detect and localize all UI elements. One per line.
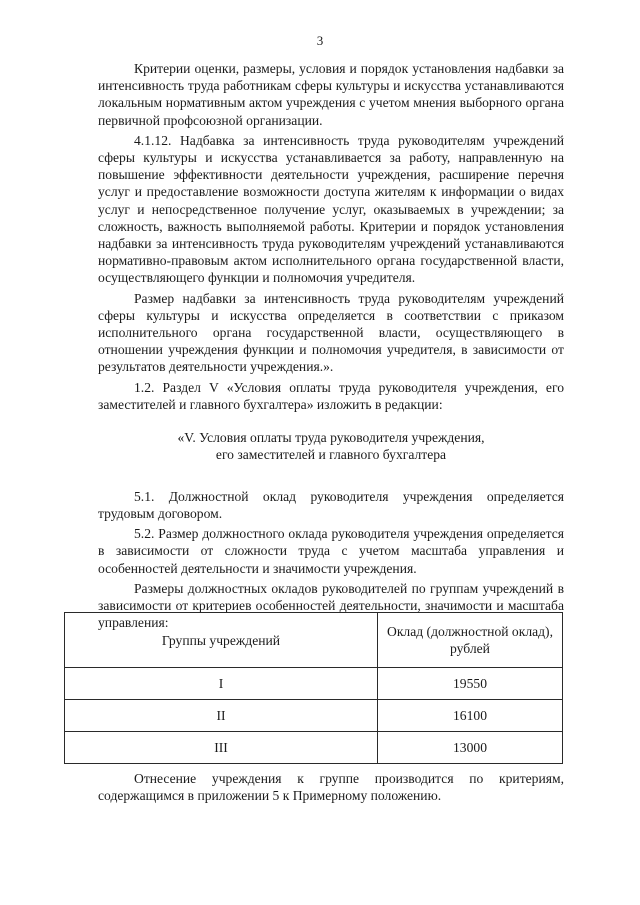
paragraph-1-2: 1.2. Раздел V «Условия оплаты труда руководителя учреждения, его заместителей и главного бухгалтера» изложить в редакции:	[98, 379, 564, 412]
paragraph-group-assignment: Отнесение учреждения к группе производится по критериям, содержащимся в приложении 5 к Примерному положению.	[98, 771, 564, 804]
table-cell-salary: 19550	[378, 668, 563, 700]
table-cell-salary: 13000	[378, 732, 563, 764]
table-cell-group: II	[65, 700, 378, 732]
section-heading	[98, 429, 564, 464]
salary-table	[64, 612, 563, 764]
paragraph-bonus-size: Размер надбавки за интенсивность труда руководителям учреждений сферы культуры и искусства определяется в соответствии с приказом исполнительного органа государственной власти, осуществляющего в отношении учреждения функции и полномочия учредителя, в зависимости от результатов деятельности учреждения.».	[98, 290, 564, 375]
table-header-salary	[378, 613, 563, 668]
paragraph-salary-sizes: Размеры должностных окладов руководителей по группам учреждений в зависимости от критериев особенностей деятельности, значимости и масштаба управления:	[98, 580, 564, 631]
paragraph-5-2: 5.2. Размер должностного оклада руководителя учреждения определяется в зависимости от сложности труда с учетом масштаба управления и особенностей деятельности и значимости учреждения.	[98, 526, 564, 576]
document-footer-text	[98, 770, 564, 804]
page-number: 3	[316, 33, 324, 48]
paragraph-5-1: 5.1. Должностной оклад руководителя учреждения определяется трудовым договором.	[98, 488, 564, 522]
document-body	[98, 60, 564, 632]
table-cell-group: III	[65, 732, 378, 764]
table-row	[65, 700, 563, 732]
table-header-salary-line-2: рублей	[450, 641, 490, 656]
table-row	[65, 668, 563, 700]
table-header-salary-line-1: Оклад (должностной оклад),	[387, 624, 553, 639]
table-header-groups: Группы учреждений	[65, 613, 378, 668]
section-heading-line-1: «V. Условия оплаты труда руководителя учреждения,	[177, 430, 485, 446]
table-cell-group: I	[65, 668, 378, 700]
table-row	[65, 732, 563, 764]
section-heading-line-2: его заместителей и главного бухгалтера	[215, 447, 447, 463]
paragraph-criteria: Критерии оценки, размеры, условия и порядок установления надбавки за интенсивность труда работникам сферы культуры и искусства устанавливаются локальным нормативным актом учреждения с учетом мнения выборного органа первичной профсоюзной организации.	[98, 61, 564, 128]
paragraph-4-1-12: 4.1.12. Надбавка за интенсивность труда руководителям учреждений сферы культуры и искусства устанавливается за работу, направленную на повышение эффективности деятельности учреждения, расширение перечня услуг и предоставление возможности доступа жителям к информации о видах услуг и непосредственное получение услуг, оказываемых в учреждении; за сложность, важность выполняемой работы. Критерии и порядок установления надбавки за интенсивность труда руководителям учреждений устанавливаются нормативно-правовым актом исполнительного органа государственной власти, осуществляющего функции и полномочия учредителя.	[98, 132, 564, 286]
table-header-row	[65, 613, 563, 668]
table-cell-salary: 16100	[378, 700, 563, 732]
